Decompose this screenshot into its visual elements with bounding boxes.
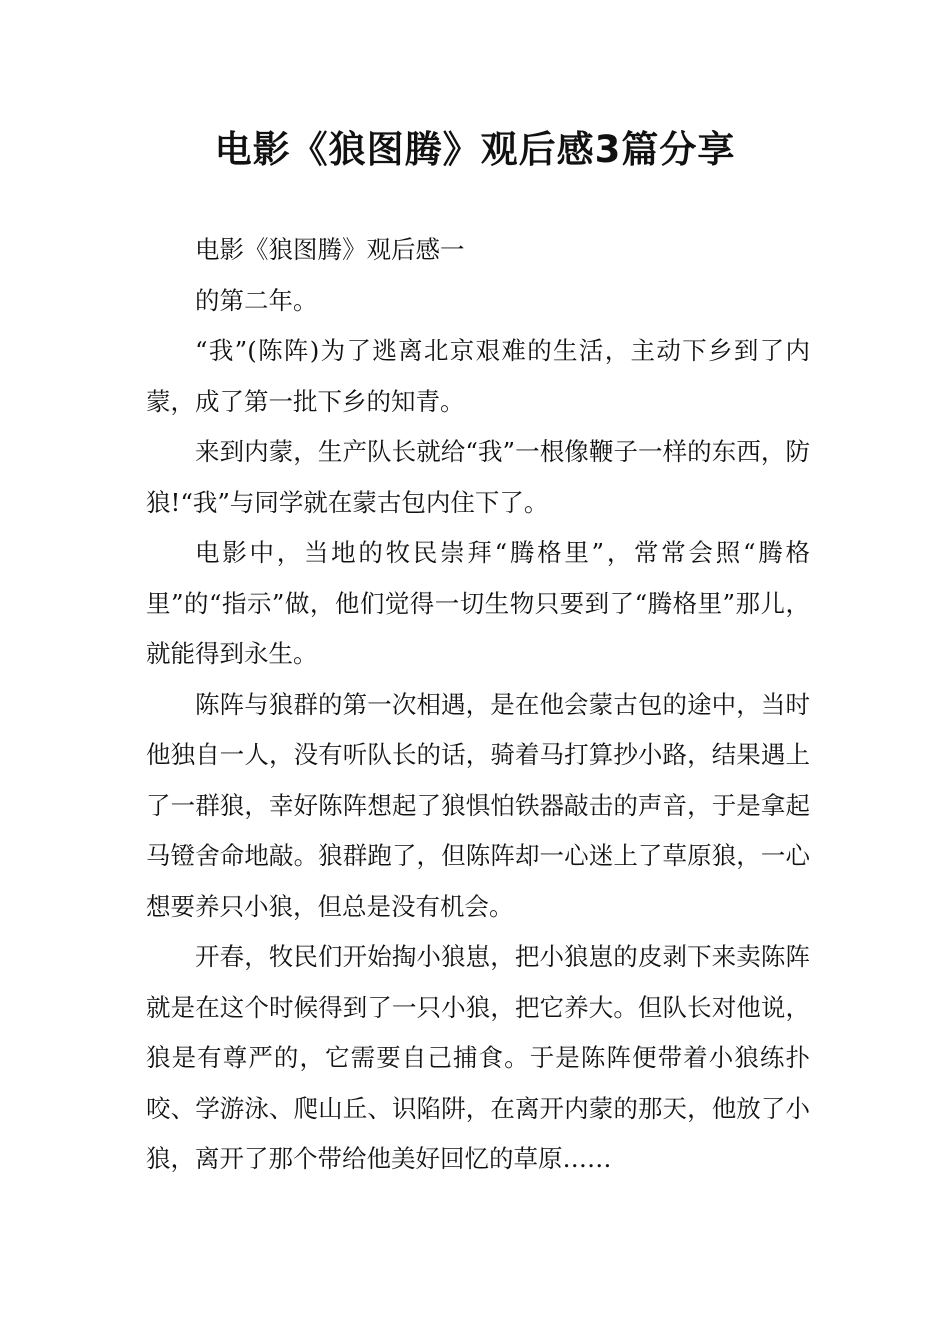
document-body: [146, 225, 810, 1185]
paragraph-subtitle: 电影《狼图腾》观后感一: [195, 235, 465, 264]
paragraph: “我”(陈阵)为了逃离北京艰难的生活，主动下乡到了内蒙，成了第一批下乡的知青。: [146, 336, 810, 416]
paragraph: 的第二年。: [195, 285, 318, 315]
paragraph: 电影中，当地的牧民崇拜“腾格里”，常常会照“腾格里”的“指示”做，他们觉得一切生物只要到了“腾格里”那儿，就能得到永生。: [146, 538, 810, 668]
paragraph: 开春，牧民们开始掏小狼崽，把小狼崽的皮剥下来卖陈阵就是在这个时候得到了一只小狼，把它养大。但队长对他说，狼是有尊严的，它需要自己捕食。于是陈阵便带着小狼练扑咬、学游泳、爬山丘、识陷阱，在离开内蒙的那天，他放了小狼，离开了那个带给他美好回忆的草原……: [146, 942, 810, 1173]
paragraph: 来到内蒙，生产队长就给“我”一根像鞭子一样的东西，防狼!“我”与同学就在蒙古包内住下了。: [146, 437, 810, 517]
document-title: 电影《狼图腾》观后感3篇分享: [214, 128, 736, 171]
paragraph: 陈阵与狼群的第一次相遇，是在他会蒙古包的途中，当时他独自一人，没有听队长的话，骑着马打算抄小路，结果遇上了一群狼，幸好陈阵想起了狼惧怕铁器敲击的声音，于是拿起马镫舍命地敲。狼群跑了，但陈阵却一心迷上了草原狼，一心想要养只小狼，但总是没有机会。: [146, 689, 810, 921]
